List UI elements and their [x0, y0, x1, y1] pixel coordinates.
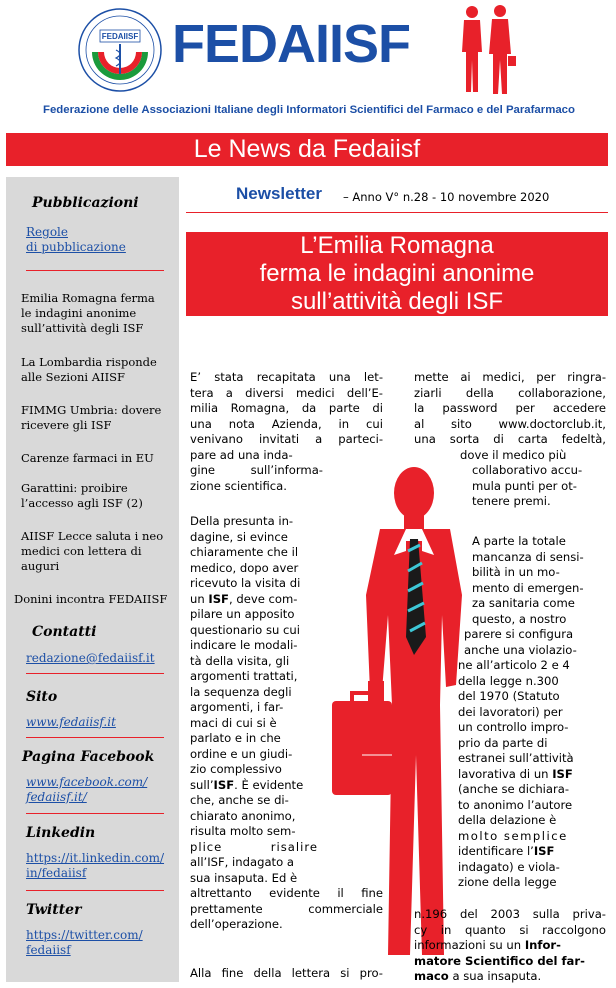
text-line: dove il medico più [460, 447, 567, 462]
text-line: zione scientifica. [190, 478, 287, 493]
text-line: questionario su cui [190, 622, 300, 637]
text-line: della delazione è [458, 813, 557, 827]
text-line: estranei sull’attività [458, 751, 574, 765]
text-line [190, 778, 383, 794]
text-line: del 1970 (Statuto [458, 689, 560, 703]
text-line: dagine, si evince [190, 529, 288, 544]
rules-link-line-1: Regole [26, 225, 68, 239]
text-line: to anonimo l’autore [458, 797, 573, 812]
site-heading: Sito [26, 689, 58, 705]
text-line [414, 954, 606, 970]
text-run: un [190, 591, 205, 606]
item-line: l’accesso agli ISF (2) [21, 496, 143, 510]
fedaiisf-logo-icon [78, 8, 162, 92]
linkedin-line-1: https://it.linkedin.com/ [26, 851, 165, 865]
divider [26, 890, 164, 891]
text-run: a sua insaputa. [452, 969, 542, 983]
text-line: indagato) e viola- [458, 859, 560, 874]
text-line: ne all’articolo 2 e 4 [458, 658, 570, 672]
sidebar-item-carenze[interactable] [21, 451, 181, 466]
item-line: FIMMG Umbria: dovere [21, 403, 162, 417]
text-line: tera a diversi medici dell’E- [190, 385, 383, 400]
text-line: zione della legge [458, 875, 557, 889]
text-line: ziarli della collaborazione, [414, 385, 606, 400]
item-line: auguri [21, 559, 60, 573]
text-line: gine sull’informa- [190, 463, 323, 477]
text-line: mento di emergen- [472, 580, 584, 595]
text-line [190, 592, 383, 608]
isf-emphasis: maco [414, 969, 449, 983]
text-line: una nota Azienda, in cui [190, 416, 383, 431]
text-line: chiaramente che il [190, 545, 299, 559]
facebook-heading: Pagina Facebook [22, 749, 155, 765]
item-line: La Lombardia risponde [21, 355, 157, 369]
text-line: una sorta di carta fedeltà, [414, 432, 606, 446]
isf-emphasis: ISF [208, 591, 229, 606]
item-line: Garattini: proibire [21, 481, 128, 495]
item-line: Emilia Romagna ferma [21, 291, 155, 305]
text-line: anche una violazio- [464, 642, 577, 657]
linkedin-heading: Linkedin [26, 825, 96, 841]
isf-emphasis: ISF [533, 844, 555, 858]
item-line: AIISF Lecce saluta i neo [21, 529, 164, 543]
linkedin-link[interactable] [26, 851, 164, 881]
text-line: la password per accedere [414, 401, 606, 415]
text-line [414, 938, 606, 954]
text-line: parlato e in che [190, 731, 281, 745]
text-line: venivano invitati a parteci- [190, 432, 383, 446]
text-line: n.196 del 2003 sulla priva- [414, 907, 606, 921]
item-line: Donini incontra FEDAIISF [14, 592, 168, 606]
text-line: Della presunta in- [190, 514, 294, 528]
item-line: le indagini anonime [21, 306, 137, 320]
text-line: dell’operazione. [190, 917, 283, 931]
text-line: prio da parte di [458, 735, 548, 750]
sidebar [6, 177, 179, 982]
text-line: E’ stata recapitata una let- [190, 370, 383, 384]
article-col2-paragraph-2 [458, 534, 606, 891]
text-line: mancanza di sensi- [472, 549, 584, 564]
facebook-line-2: fedaiisf.it/ [26, 790, 87, 804]
text-line: la sequenza degli [190, 684, 292, 699]
news-banner: Le News da Fedaiisf [6, 133, 608, 166]
sidebar-item-fimmg[interactable] [21, 403, 181, 433]
text-line: risulta molto sem- [190, 824, 296, 838]
rules-link-line-2: di pubblicazione [26, 240, 126, 254]
site-link[interactable]: www.fedaiisf.it [26, 715, 116, 729]
text-line: chiarato anonimo, [190, 808, 296, 823]
article-paragraph-2 [190, 514, 383, 933]
text-line: cy in quanto si raccolgono [414, 922, 606, 937]
text-line: collaborativo accu- [472, 463, 583, 477]
text-line: (anche se dichiara- [458, 782, 570, 796]
twitter-line-2: fedaiisf [26, 943, 71, 957]
text-line: mette ai medici, per ringra- [414, 370, 606, 384]
contacts-email-link[interactable]: redazione@fedaiisf.it [26, 651, 155, 665]
linkedin-line-2: in/fedaiisf [26, 866, 87, 880]
divider [26, 270, 164, 271]
text-line: pare ad una inda- [190, 447, 293, 462]
text-line: ordine e un giudi- [190, 746, 293, 761]
text-line [458, 844, 606, 860]
text-line [414, 969, 606, 985]
article-headline [186, 232, 608, 316]
text-line: altrettanto evidente il fine [190, 886, 383, 900]
newsletter-label: Newsletter [236, 184, 322, 203]
sidebar-item-lombardia[interactable] [21, 355, 181, 385]
text-line: tà della visita, gli [190, 653, 290, 668]
text-line: argomenti, i far- [190, 700, 284, 714]
text-run: identificare l’ [458, 844, 534, 858]
isf-emphasis: Infor- [524, 938, 561, 952]
text-line: sua insaputa. Ed è [190, 870, 298, 885]
text-line: maci di cui si è [190, 715, 277, 730]
sidebar-item-emilia[interactable] [21, 291, 181, 336]
text-line: della legge n.300 [458, 673, 559, 688]
people-figures-icon [452, 4, 522, 96]
text-line: all’ISF, indagato a [190, 855, 294, 869]
text-run: sull’ [190, 777, 214, 792]
newsletter-issue-info: – Anno V° n.28 - 10 novembre 2020 [343, 190, 550, 204]
article-col2-paragraph-3 [414, 907, 606, 985]
text-run: . È evidente [234, 777, 304, 792]
facebook-link[interactable] [26, 775, 147, 805]
headline-line-3: sull’attività degli ISF [290, 288, 504, 315]
text-line: bilità in un mo- [472, 565, 560, 579]
twitter-line-1: https://twitter.com/ [26, 928, 143, 942]
headline-line-1: L’Emilia Romagna [300, 232, 494, 259]
sidebar-item-garattini[interactable] [21, 481, 181, 511]
text-line: plice risalire [190, 839, 318, 854]
text-line: mula punti per ot- [472, 478, 577, 493]
twitter-heading: Twitter [26, 902, 82, 918]
text-run: informazioni su un [414, 938, 522, 952]
federation-subtitle: Federazione delle Associazioni Italiane degli Informatori Scientifici del Farmaco e del Parafarmaco [43, 104, 575, 116]
text-line: un controllo impro- [458, 720, 569, 734]
text-line: tenere premi. [472, 494, 551, 508]
text-run: lavorativa di un [458, 766, 549, 781]
text-line: che, anche se di- [190, 793, 289, 807]
sidebar-item-donini[interactable] [14, 592, 174, 607]
text-line: molto semplice [458, 828, 568, 843]
article-paragraph-3 [190, 966, 383, 982]
text-line: questo, a nostro [472, 611, 567, 626]
article-col2-paragraph-1 [414, 370, 606, 510]
divider [26, 813, 164, 814]
divider [186, 212, 608, 213]
item-line: sull’attività degli ISF [21, 321, 144, 335]
text-line: milia Romagna, da parte di [190, 401, 383, 415]
divider [26, 737, 164, 738]
text-line: indicare le modali- [190, 638, 298, 652]
sidebar-item-lecce[interactable] [21, 529, 181, 574]
text-line: Alla fine della lettera si pro- [190, 966, 383, 980]
text-line: zio complessivo [190, 762, 282, 776]
text-line: argomenti trattati, [190, 669, 298, 683]
text-line: pilare un apposito [190, 607, 295, 621]
publications-heading: Pubblicazioni [32, 195, 139, 211]
text-line [458, 767, 606, 783]
brand-title: FEDAIISF [172, 14, 411, 74]
item-line: medici con lettera di [21, 544, 142, 558]
isf-emphasis: matore Scientifico del far- [414, 953, 585, 968]
text-line: medico, dopo aver [190, 560, 299, 575]
divider [26, 673, 164, 674]
text-line: A parte la totale [472, 534, 566, 548]
isf-emphasis: ISF [213, 777, 235, 792]
item-line: ricevere gli ISF [21, 418, 112, 432]
facebook-line-1: www.facebook.com/ [26, 775, 148, 789]
text-run: , deve com- [228, 591, 298, 606]
text-line: prettamente commerciale [190, 901, 383, 916]
contacts-heading: Contatti [32, 624, 97, 640]
article-paragraph-1 [190, 370, 383, 494]
item-line: Carenze farmaci in EU [21, 451, 154, 465]
text-line: ricevuto la visita di [190, 576, 301, 590]
isf-emphasis: ISF [552, 766, 573, 781]
logo-text: FEDAIISF [101, 32, 139, 41]
twitter-link[interactable] [26, 928, 143, 958]
publication-rules-link[interactable] [26, 225, 126, 255]
text-line: parere si configura [464, 627, 574, 641]
text-line: za sanitaria come [472, 596, 575, 610]
item-line: alle Sezioni AIISF [21, 370, 126, 384]
text-line: al sito www.doctorclub.it, [414, 416, 606, 431]
headline-line-2: ferma le indagini anonime [259, 260, 535, 287]
text-line: dei lavoratori) per [458, 704, 563, 719]
